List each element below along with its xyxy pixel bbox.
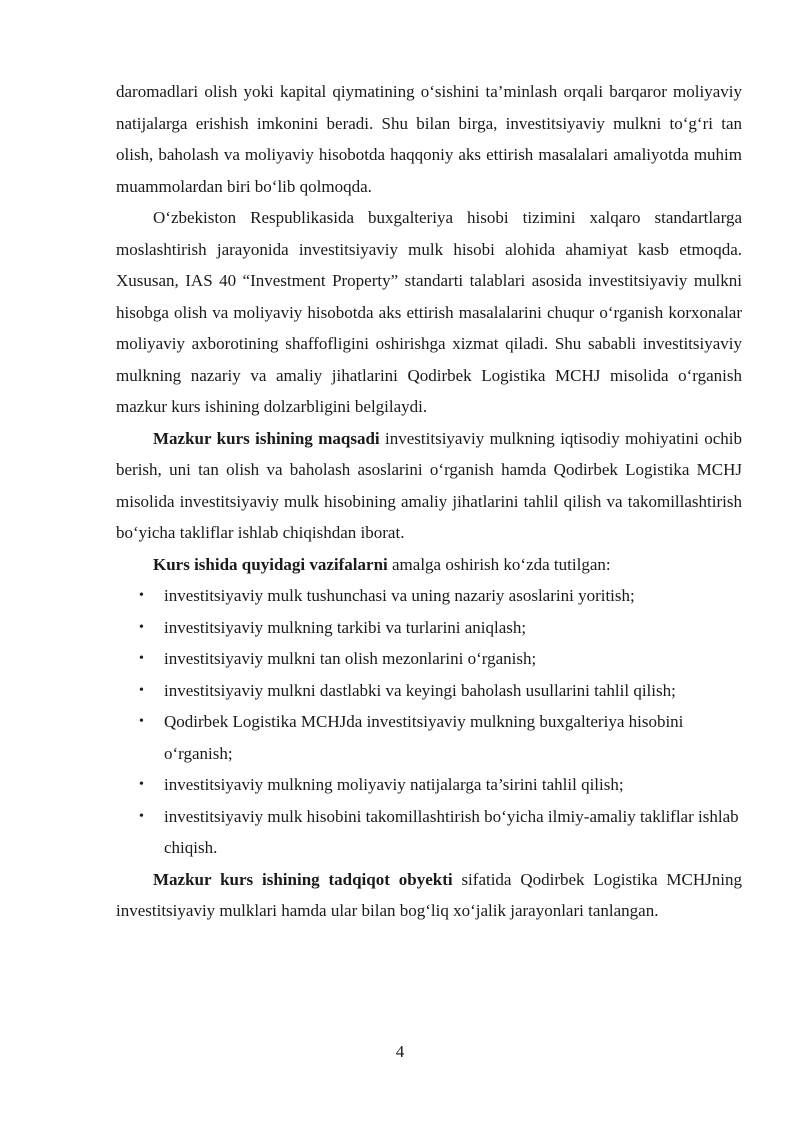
goal-text: investitsiyaviy mulkning iqtisodiy mohiyatini ochib berish, uni tan olish va baholash asoslarini o‘rganish hamda Qodirbek Logistika MCHJ misolida investitsiyaviy mulk hisobining amaliy jihatlarini tahlil qilish va takomillashtirish bo‘yicha takliflar ishlab chiqishdan iborat.	[116, 428, 742, 542]
page-number: 4	[395, 1042, 405, 1061]
bullet-icon: •	[139, 682, 144, 698]
paragraph-relevance: O‘zbekiston Respublikasida buxgalteriya hisobi tizimini xalqaro standartlarga moslashtirish jarayonida investitsiyaviy mulk hisobi alohida ahamiyat kasb etmoqda. Xususan, IAS 40 “Investment Property” standarti talablari asosida investitsiyaviy mulkni hisobga olish va moliyaviy hisobotda aks ettirish masalalarini chuqur o‘rganish korxonalar moliyaviy axborotining shaffofligini oshirishga xizmat qiladi. Shu sababli investitsiyaviy mulkning nazariy va amaliy jihatlarini Qodirbek Logistika MCHJ misolida o‘rganish mazkur kurs ishining dolzarbligini belgilaydi.	[116, 208, 742, 416]
list-item-text: Qodirbek Logistika MCHJda investitsiyaviy mulkning buxgalteriya hisobini o‘rganish;	[164, 712, 684, 763]
paragraph-goal	[116, 423, 742, 549]
tasks-heading: Kurs ishida quyidagi vazifalarni	[153, 554, 388, 574]
bullet-icon: •	[139, 651, 144, 666]
list-item-text: investitsiyaviy mulkning tarkibi va turlarini aniqlash;	[164, 617, 527, 637]
bullet-icon: •	[139, 588, 144, 603]
list-item	[116, 769, 742, 801]
paragraph-research-object	[116, 864, 742, 927]
research-object-heading: Mazkur kurs ishining tadqiqot obyekti	[153, 869, 453, 889]
list-item-text: investitsiyaviy mulkning moliyaviy natijalarga ta’sirini tahlil qilish;	[164, 775, 624, 794]
list-item	[116, 612, 742, 644]
bullet-icon: •	[139, 619, 144, 635]
goal-heading: Mazkur kurs ishining maqsadi	[153, 428, 380, 448]
list-item	[116, 675, 742, 707]
bullet-icon: •	[139, 808, 144, 824]
bullet-icon: •	[139, 777, 144, 792]
list-item-text: investitsiyaviy mulkni tan olish mezonlarini o‘rganish;	[164, 649, 537, 668]
document-page	[116, 76, 742, 927]
list-item-text: investitsiyaviy mulkni dastlabki va keyingi baholash usullarini tahlil qilish;	[164, 680, 676, 700]
list-item-text: investitsiyaviy mulk hisobini takomillashtirish bo‘yicha ilmiy-amaliy takliflar ishlab chiqish.	[164, 806, 739, 857]
paragraph-intro-continuation: daromadlari olish yoki kapital qiymatining o‘sishini ta’minlash orqali barqaror moliyaviy natijalarga erishish imkonini beradi. Shu bilan birga, investitsiyaviy mulkni to‘g‘ri tan olish, baholash va moliyaviy hisobotda haqqoniy aks ettirish masalalari amaliyotda muhim muammolardan biri bo‘lib qolmoqda.	[116, 82, 742, 196]
tasks-intro-text: amalga oshirish ko‘zda tutilgan:	[387, 554, 611, 574]
list-item-text: investitsiyaviy mulk tushunchasi va uning nazariy asoslarini yoritish;	[164, 586, 635, 605]
tasks-list	[116, 580, 742, 864]
list-item	[116, 706, 742, 769]
bullet-icon: •	[139, 714, 144, 729]
list-item	[116, 801, 742, 864]
list-item	[116, 643, 742, 675]
paragraph-tasks-intro	[116, 549, 742, 581]
list-item	[116, 580, 742, 612]
research-object-text: sifatida Qodirbek Logistika MCHJning investitsiyaviy mulklari hamda ular bilan bog‘liq xo‘jalik jarayonlari tanlangan.	[116, 869, 742, 920]
